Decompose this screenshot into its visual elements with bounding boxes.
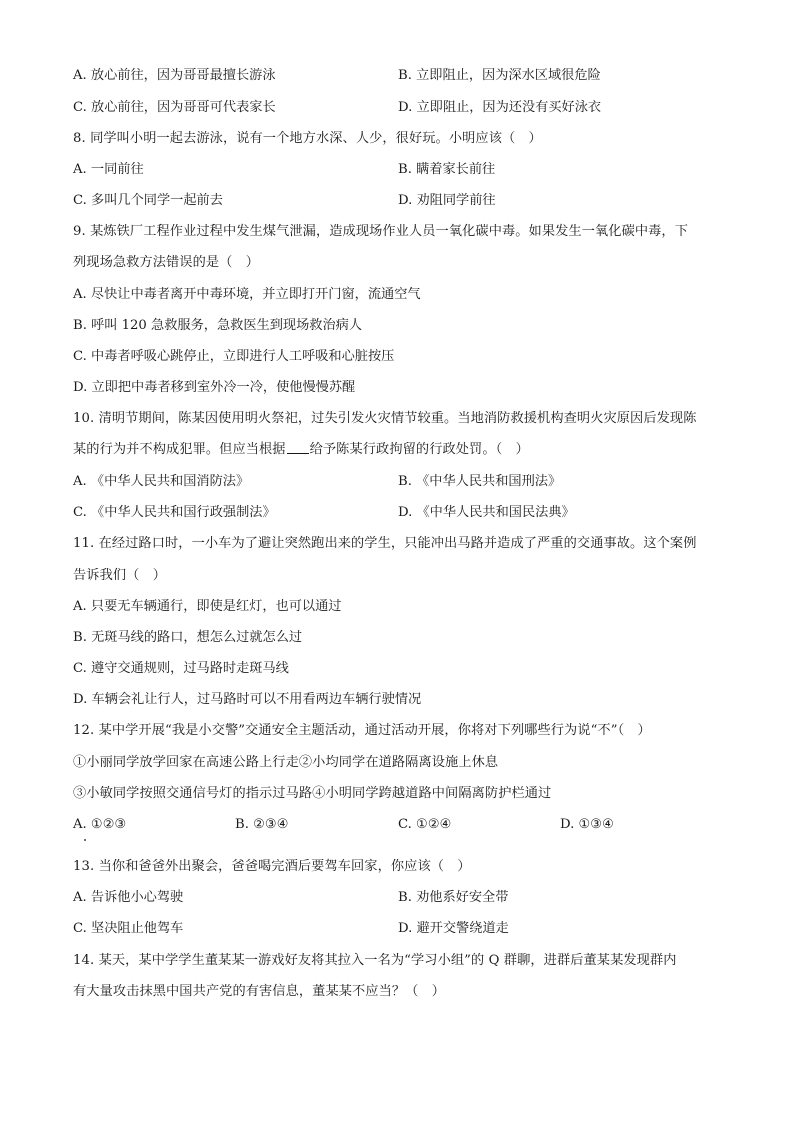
q7-option-d: D. 立即阻止，因为还没有买好泳衣 <box>398 100 602 115</box>
q10-option-a: A. 《中华人民共和国消防法》 <box>73 474 250 489</box>
q12-option-b: B. ②③④ <box>235 817 289 832</box>
q12-item-line-2: ③小敏同学按照交通信号灯的指示过马路④小明同学跨越道路中间隔离防护栏通过 <box>73 786 552 801</box>
q11-stem-line-1: 11. 在经过路口时，一小车为了避让突然跑出来的学生，只能冲出马路并造成了严重的交通事故。这个案例 <box>73 536 697 551</box>
q12-option-d: D. ①③④ <box>560 817 614 832</box>
q14-stem-line-1: 14. 某天，某中学学生董某某一游戏好友将其拉入一名为“学习小组”的 Q 群聊，进群后董某某发现群内 <box>73 953 677 968</box>
q12-item-line-1: ①小丽同学放学回家在高速公路上行走②小均同学在道路隔离设施上休息 <box>73 755 499 770</box>
fill-in-blank <box>287 453 309 454</box>
q8-stem: 8. 同学叫小明一起去游泳，说有一个地方水深、人少，很好玩。小明应该（ ） <box>73 131 542 146</box>
q7-option-b: B. 立即阻止，因为深水区域很危险 <box>398 68 601 83</box>
q13-option-b: B. 劝他系好安全带 <box>398 890 509 905</box>
q9-stem-line-1: 9. 某炼铁厂工程作业过程中发生煤气泄漏，造成现场作业人员一氧化碳中毒。如果发生一氧化碳中毒，下 <box>73 224 689 239</box>
q14-stem-line-2: 有大量攻击抹黑中国共产党的有害信息，董某某不应当？（ ） <box>73 984 446 999</box>
q11-option-b: B. 无斑马线的路口，想怎么过就怎么过 <box>73 630 303 645</box>
q13-option-a: A. 告诉他小心驾驶 <box>73 890 184 905</box>
q7-option-c: C. 放心前往，因为哥哥可代表家长 <box>73 100 276 115</box>
q11-option-d: D. 车辆会礼让行人，过马路时可以不用看两边车辆行驶情况 <box>73 692 422 707</box>
q10-option-c: C. 《中华人民共和国行政强制法》 <box>73 505 276 520</box>
q13-stem: 13. 当你和爸爸外出聚会，爸爸喝完酒后要驾车回家，你应该（ ） <box>73 859 471 874</box>
q8-option-d: D. 劝阻同学前往 <box>398 193 496 208</box>
q8-option-a: A. 一同前往 <box>73 162 144 177</box>
q9-option-c: C. 中毒者呼吸心跳停止，立即进行人工呼吸和心脏按压 <box>73 349 395 364</box>
q12-stem: 12. 某中学开展“我是小交警”交通安全主题活动，通过活动开展，你将对下列哪些行为说“不”（ ） <box>73 723 651 738</box>
q10-stem-line-1: 10. 清明节期间，陈某因使用明火祭祀，过失引发火灾情节较重。当地消防救援机构查明火灾原因后发现陈 <box>73 411 697 426</box>
q13-option-c: C. 坚决阻止他驾车 <box>73 921 184 936</box>
q12-option-a: A. ①②③ <box>73 817 127 832</box>
q10-stem-line-2 <box>73 443 529 456</box>
q11-option-c: C. 遵守交通规则，过马路时走斑马线 <box>73 661 289 676</box>
q10-option-d: D. 《中华人民共和国民法典》 <box>398 505 575 520</box>
q7-option-a: A. 放心前往，因为哥哥最擅长游泳 <box>73 68 276 83</box>
q9-option-a: A. 尽快让中毒者离开中毒环境，并立即打开门窗，流通空气 <box>73 287 421 302</box>
q9-option-b: B. 呼叫 120 急救服务，急救医生到现场救治病人 <box>73 318 363 333</box>
q10-stem-part-1: 某的行为并不构成犯罪。但应当根据 <box>73 442 286 457</box>
q13-option-d: D. 避开交警绕道走 <box>398 921 509 936</box>
q9-stem-line-2: 列现场急救方法错误的是（ ） <box>73 255 260 270</box>
q10-option-b: B. 《中华人民共和国刑法》 <box>398 474 562 489</box>
stray-dot-mark <box>84 839 86 841</box>
q12-option-c: C. ①②④ <box>398 817 452 832</box>
q8-option-b: B. 瞒着家长前往 <box>398 162 496 177</box>
q9-option-d: D. 立即把中毒者移到室外冷一冷，使他慢慢苏醒 <box>73 380 356 395</box>
q8-option-c: C. 多叫几个同学一起前去 <box>73 193 223 208</box>
q11-stem-line-2: 告诉我们（ ） <box>73 568 167 583</box>
q11-option-a: A. 只要无车辆通行，即使是红灯，也可以通过 <box>73 599 342 614</box>
q10-stem-part-2: 给予陈某行政拘留的行政处罚。（ ） <box>309 442 529 457</box>
